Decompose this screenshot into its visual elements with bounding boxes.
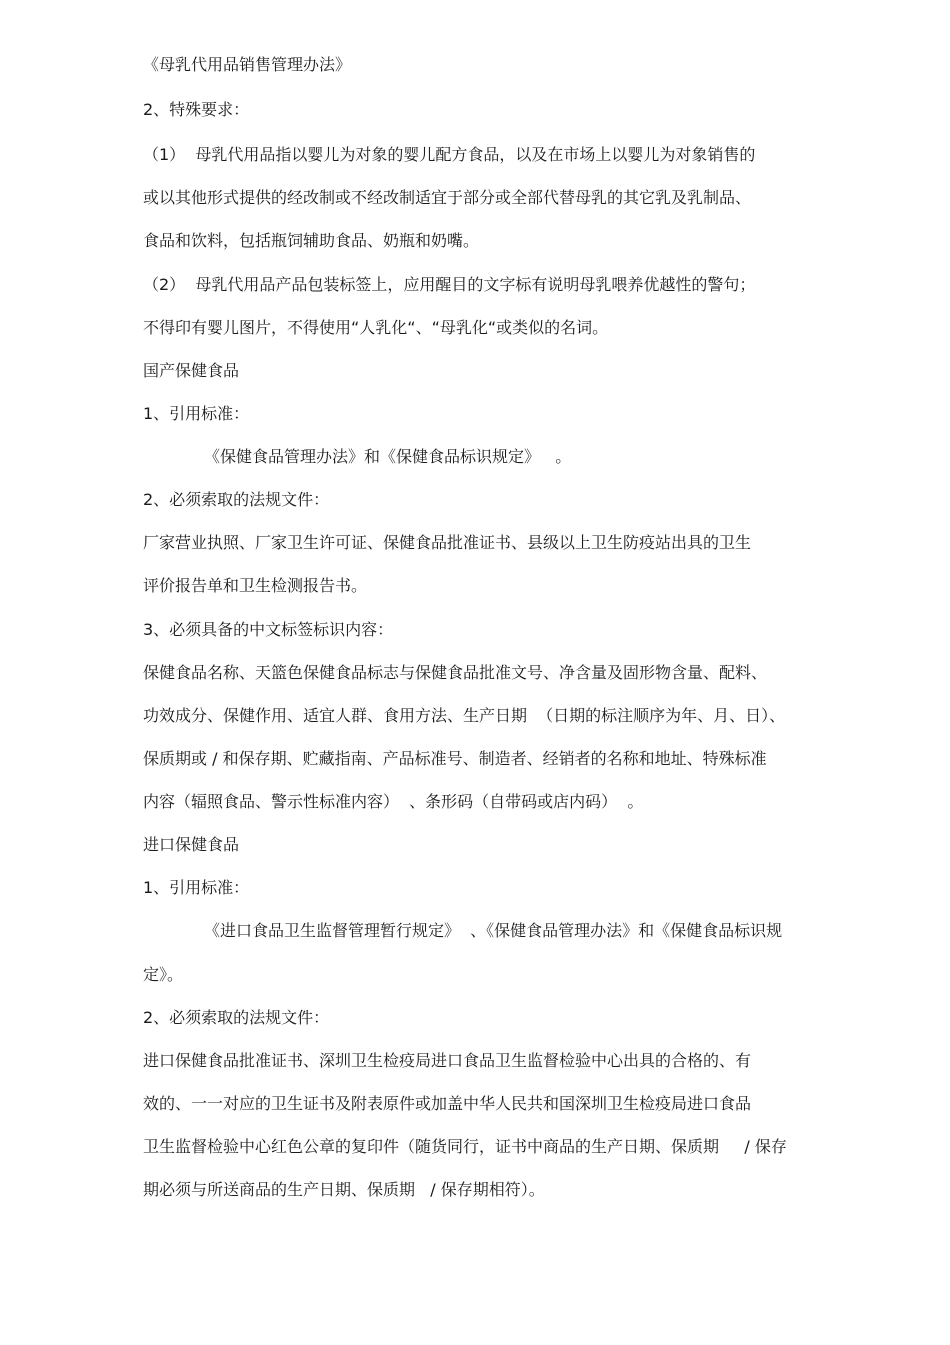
section-heading: 2、必须索取的法规文件：	[143, 1008, 330, 1027]
doc-line: 《保健食品管理办法》和《保健食品标识规定》 。	[204, 447, 572, 466]
doc-line: 卫生监督检验中心红色公章的复印件（随货同行，证书中商品的生产日期、保质期 / 保存	[143, 1137, 787, 1156]
doc-line: 《母乳代用品销售管理办法》	[143, 55, 352, 74]
section-heading: 1、引用标准：	[143, 878, 250, 897]
category-heading: 进口保健食品	[143, 835, 240, 854]
section-heading: 2、必须索取的法规文件：	[143, 490, 330, 509]
doc-line: 定》。	[143, 965, 184, 984]
doc-line: 效的、一一对应的卫生证书及附表原件或加盖中华人民共和国深圳卫生检疫局进口食品	[143, 1094, 752, 1113]
doc-line: 食品和饮料，包括瓶饲辅助食品、奶瓶和奶嘴。	[143, 231, 480, 250]
doc-line: 期必须与所送商品的生产日期、保质期 / 保存期相符）。	[143, 1180, 545, 1199]
section-heading: 1、引用标准：	[143, 404, 250, 423]
doc-line: 评价报告单和卫生检测报告书。	[143, 576, 368, 595]
doc-line: 进口保健食品批准证书、深圳卫生检疫局进口食品卫生监督检验中心出具的合格的、有	[143, 1051, 752, 1070]
section-heading: 3、必须具备的中文标签标识内容：	[143, 620, 394, 639]
doc-line: 或以其他形式提供的经改制或不经改制适宜于部分或全部代替母乳的其它乳及乳制品、	[143, 188, 752, 207]
category-heading: 国产保健食品	[143, 361, 240, 380]
doc-line: 功效成分、保健作用、适宜人群、食用方法、生产日期 （日期的标注顺序为年、月、日）、	[143, 706, 786, 725]
doc-line: 不得印有婴儿图片，不得使用“人乳化“、“母乳化“或类似的名词。	[143, 318, 609, 337]
doc-line: 保质期或 / 和保存期、贮藏指南、产品标准号、制造者、经销者的名称和地址、特殊标准	[143, 749, 767, 768]
doc-line: 厂家营业执照、厂家卫生许可证、保健食品批准证书、县级以上卫生防疫站出具的卫生	[143, 533, 752, 552]
doc-line: （1） 母乳代用品指以婴儿为对象的婴儿配方食品，以及在市场上以婴儿为对象销售的	[143, 145, 756, 164]
doc-line: 内容（辐照食品、警示性标准内容） 、条形码（自带码或店内码） 。	[143, 792, 644, 811]
section-heading: 2、特殊要求：	[143, 100, 250, 119]
doc-line: 保健食品名称、天篮色保健食品标志与保健食品批准文号、净含量及固形物含量、配料、	[143, 663, 768, 682]
doc-line: 《进口食品卫生监督管理暂行规定》 、《保健食品管理办法》和《保健食品标识规	[204, 921, 783, 940]
doc-line: （2） 母乳代用品产品包装标签上，应用醒目的文字标有说明母乳喂养优越性的警句；	[143, 275, 756, 294]
